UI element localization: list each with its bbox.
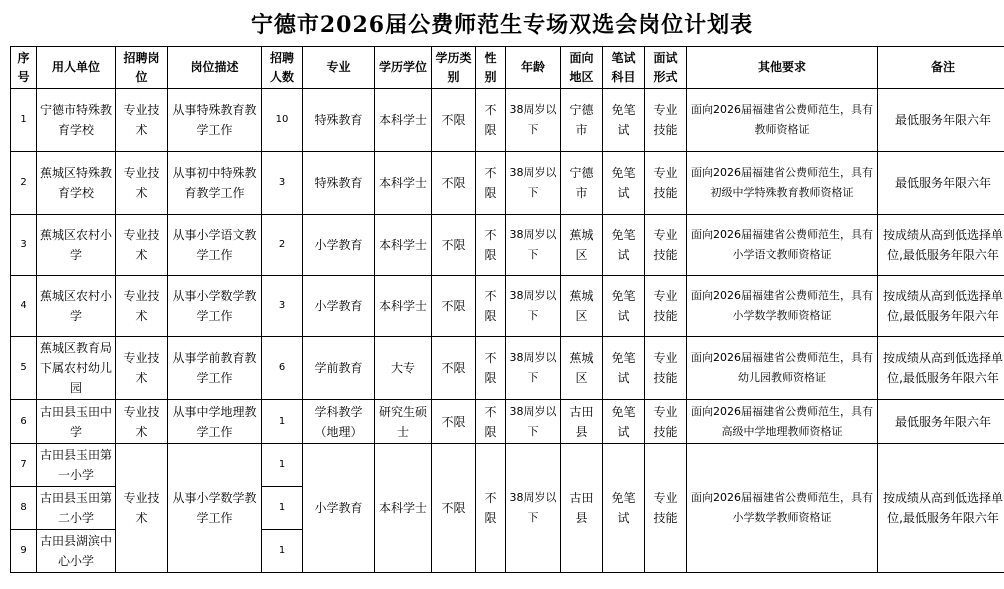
other-cell: 面向2026届福建省公费师范生，具有初级中学特殊教育教师资格证 bbox=[687, 152, 878, 215]
interview-cell: 专业技能 bbox=[645, 215, 687, 276]
table-row bbox=[11, 337, 1004, 400]
degree-cell: 本科学士 bbox=[375, 89, 432, 152]
gender-cell: 不限 bbox=[476, 276, 506, 337]
desc-cell: 从事学前教育教学工作 bbox=[168, 337, 262, 400]
desc-cell: 从事特殊教育教学工作 bbox=[168, 89, 262, 152]
row-number: 4 bbox=[11, 276, 37, 337]
major-cell: 小学教育 bbox=[303, 276, 375, 337]
post-cell: 专业技术 bbox=[116, 215, 168, 276]
exam-cell: 免笔试 bbox=[603, 152, 645, 215]
major-cell: 学科教学（地理） bbox=[303, 400, 375, 444]
post-cell: 专业技术 bbox=[116, 152, 168, 215]
area-cell: 古田县 bbox=[561, 400, 603, 444]
area-cell: 蕉城区 bbox=[561, 215, 603, 276]
exam-cell: 免笔试 bbox=[603, 400, 645, 444]
table-row bbox=[11, 400, 1004, 444]
interview-cell: 专业技能 bbox=[645, 152, 687, 215]
area-cell: 宁德市 bbox=[561, 152, 603, 215]
header-cell: 年龄 bbox=[506, 47, 561, 89]
exam-cell: 免笔试 bbox=[603, 276, 645, 337]
interview-cell: 专业技能 bbox=[645, 276, 687, 337]
desc-cell: 从事初中特殊教育教学工作 bbox=[168, 152, 262, 215]
unit-cell: 古田县玉田第一小学 bbox=[37, 444, 116, 487]
degree-cell: 本科学士 bbox=[375, 152, 432, 215]
desc-cell: 从事小学数学教学工作 bbox=[168, 444, 262, 573]
unit-cell: 蕉城区农村小学 bbox=[37, 215, 116, 276]
unit-cell: 蕉城区教育局下属农村幼儿园 bbox=[37, 337, 116, 400]
header-cell: 序号 bbox=[11, 47, 37, 89]
count-cell: 2 bbox=[262, 215, 303, 276]
age-cell: 38周岁以下 bbox=[506, 444, 561, 573]
major-cell: 小学教育 bbox=[303, 444, 375, 573]
page-title: 宁德市2026届公费师范生专场双选会岗位计划表 bbox=[250, 12, 754, 38]
unit-cell: 蕉城区特殊教育学校 bbox=[37, 152, 116, 215]
count-cell: 6 bbox=[262, 337, 303, 400]
count-cell: 1 bbox=[262, 400, 303, 444]
note-cell: 最低服务年限六年 bbox=[878, 152, 1004, 215]
note-cell: 按成绩从高到低选择单位,最低服务年限六年 bbox=[878, 215, 1004, 276]
table-row bbox=[11, 89, 1004, 152]
header-cell: 岗位描述 bbox=[168, 47, 262, 89]
post-cell: 专业技术 bbox=[116, 89, 168, 152]
exam-cell: 免笔试 bbox=[603, 215, 645, 276]
table-row bbox=[11, 276, 1004, 337]
header-cell: 学历学位 bbox=[375, 47, 432, 89]
gender-cell: 不限 bbox=[476, 89, 506, 152]
exam-cell: 免笔试 bbox=[603, 337, 645, 400]
major-cell: 小学教育 bbox=[303, 215, 375, 276]
position-plan-table bbox=[10, 46, 1004, 573]
type-cell: 不限 bbox=[432, 276, 476, 337]
interview-cell: 专业技能 bbox=[645, 400, 687, 444]
gender-cell: 不限 bbox=[476, 215, 506, 276]
area-cell: 古田县 bbox=[561, 444, 603, 573]
type-cell: 不限 bbox=[432, 400, 476, 444]
major-cell: 学前教育 bbox=[303, 337, 375, 400]
unit-cell: 古田县湖滨中心小学 bbox=[37, 530, 116, 573]
other-cell: 面向2026届福建省公费师范生，具有小学数学教师资格证 bbox=[687, 444, 878, 573]
row-number: 6 bbox=[11, 400, 37, 444]
row-number: 8 bbox=[11, 487, 37, 530]
unit-cell: 宁德市特殊教育学校 bbox=[37, 89, 116, 152]
header-cell: 专业 bbox=[303, 47, 375, 89]
degree-cell: 本科学士 bbox=[375, 444, 432, 573]
table-row bbox=[11, 215, 1004, 276]
gender-cell: 不限 bbox=[476, 444, 506, 573]
other-cell: 面向2026届福建省公费师范生，具有高级中学地理教师资格证 bbox=[687, 400, 878, 444]
degree-cell: 本科学士 bbox=[375, 276, 432, 337]
row-number: 1 bbox=[11, 89, 37, 152]
area-cell: 蕉城区 bbox=[561, 276, 603, 337]
table-row bbox=[11, 152, 1004, 215]
age-cell: 38周岁以下 bbox=[506, 152, 561, 215]
other-cell: 面向2026届福建省公费师范生，具有小学语文教师资格证 bbox=[687, 215, 878, 276]
header-cell: 用人单位 bbox=[37, 47, 116, 89]
post-cell: 专业技术 bbox=[116, 400, 168, 444]
row-number: 2 bbox=[11, 152, 37, 215]
row-number: 7 bbox=[11, 444, 37, 487]
header-row bbox=[11, 47, 1004, 89]
desc-cell: 从事中学地理教学工作 bbox=[168, 400, 262, 444]
post-cell: 专业技术 bbox=[116, 276, 168, 337]
area-cell: 蕉城区 bbox=[561, 337, 603, 400]
desc-cell: 从事小学语文教学工作 bbox=[168, 215, 262, 276]
header-cell: 学历类别 bbox=[432, 47, 476, 89]
count-cell: 1 bbox=[262, 530, 303, 573]
desc-cell: 从事小学数学教学工作 bbox=[168, 276, 262, 337]
type-cell: 不限 bbox=[432, 337, 476, 400]
interview-cell: 专业技能 bbox=[645, 89, 687, 152]
age-cell: 38周岁以下 bbox=[506, 215, 561, 276]
note-cell: 按成绩从高到低选择单位,最低服务年限六年 bbox=[878, 276, 1004, 337]
post-cell: 专业技术 bbox=[116, 337, 168, 400]
note-cell: 按成绩从高到低选择单位,最低服务年限六年 bbox=[878, 444, 1004, 573]
count-cell: 3 bbox=[262, 276, 303, 337]
exam-cell: 免笔试 bbox=[603, 444, 645, 573]
header-cell: 面向地区 bbox=[561, 47, 603, 89]
note-cell: 按成绩从高到低选择单位,最低服务年限六年 bbox=[878, 337, 1004, 400]
unit-cell: 古田县玉田中学 bbox=[37, 400, 116, 444]
row-number: 9 bbox=[11, 530, 37, 573]
count-cell: 1 bbox=[262, 487, 303, 530]
header-cell: 其他要求 bbox=[687, 47, 878, 89]
count-cell: 1 bbox=[262, 444, 303, 487]
type-cell: 不限 bbox=[432, 444, 476, 573]
count-cell: 3 bbox=[262, 152, 303, 215]
row-number: 3 bbox=[11, 215, 37, 276]
degree-cell: 研究生硕士 bbox=[375, 400, 432, 444]
age-cell: 38周岁以下 bbox=[506, 276, 561, 337]
major-cell: 特殊教育 bbox=[303, 89, 375, 152]
area-cell: 宁德市 bbox=[561, 89, 603, 152]
note-cell: 最低服务年限六年 bbox=[878, 89, 1004, 152]
header-cell: 性别 bbox=[476, 47, 506, 89]
degree-cell: 大专 bbox=[375, 337, 432, 400]
interview-cell: 专业技能 bbox=[645, 337, 687, 400]
row-number: 5 bbox=[11, 337, 37, 400]
count-cell: 10 bbox=[262, 89, 303, 152]
degree-cell: 本科学士 bbox=[375, 215, 432, 276]
post-cell: 专业技术 bbox=[116, 444, 168, 573]
exam-cell: 免笔试 bbox=[603, 89, 645, 152]
header-cell: 招聘人数 bbox=[262, 47, 303, 89]
gender-cell: 不限 bbox=[476, 337, 506, 400]
age-cell: 38周岁以下 bbox=[506, 89, 561, 152]
header-cell: 备注 bbox=[878, 47, 1004, 89]
other-cell: 面向2026届福建省公费师范生，具有幼儿园教师资格证 bbox=[687, 337, 878, 400]
note-cell: 最低服务年限六年 bbox=[878, 400, 1004, 444]
other-cell: 面向2026届福建省公费师范生，具有教师资格证 bbox=[687, 89, 878, 152]
type-cell: 不限 bbox=[432, 89, 476, 152]
unit-cell: 蕉城区农村小学 bbox=[37, 276, 116, 337]
type-cell: 不限 bbox=[432, 152, 476, 215]
header-cell: 面试形式 bbox=[645, 47, 687, 89]
gender-cell: 不限 bbox=[476, 152, 506, 215]
age-cell: 38周岁以下 bbox=[506, 337, 561, 400]
gender-cell: 不限 bbox=[476, 400, 506, 444]
header-cell: 招聘岗位 bbox=[116, 47, 168, 89]
major-cell: 特殊教育 bbox=[303, 152, 375, 215]
age-cell: 38周岁以下 bbox=[506, 400, 561, 444]
interview-cell: 专业技能 bbox=[645, 444, 687, 573]
unit-cell: 古田县玉田第二小学 bbox=[37, 487, 116, 530]
table-row bbox=[11, 444, 1004, 487]
other-cell: 面向2026届福建省公费师范生，具有小学数学教师资格证 bbox=[687, 276, 878, 337]
header-cell: 笔试科目 bbox=[603, 47, 645, 89]
type-cell: 不限 bbox=[432, 215, 476, 276]
